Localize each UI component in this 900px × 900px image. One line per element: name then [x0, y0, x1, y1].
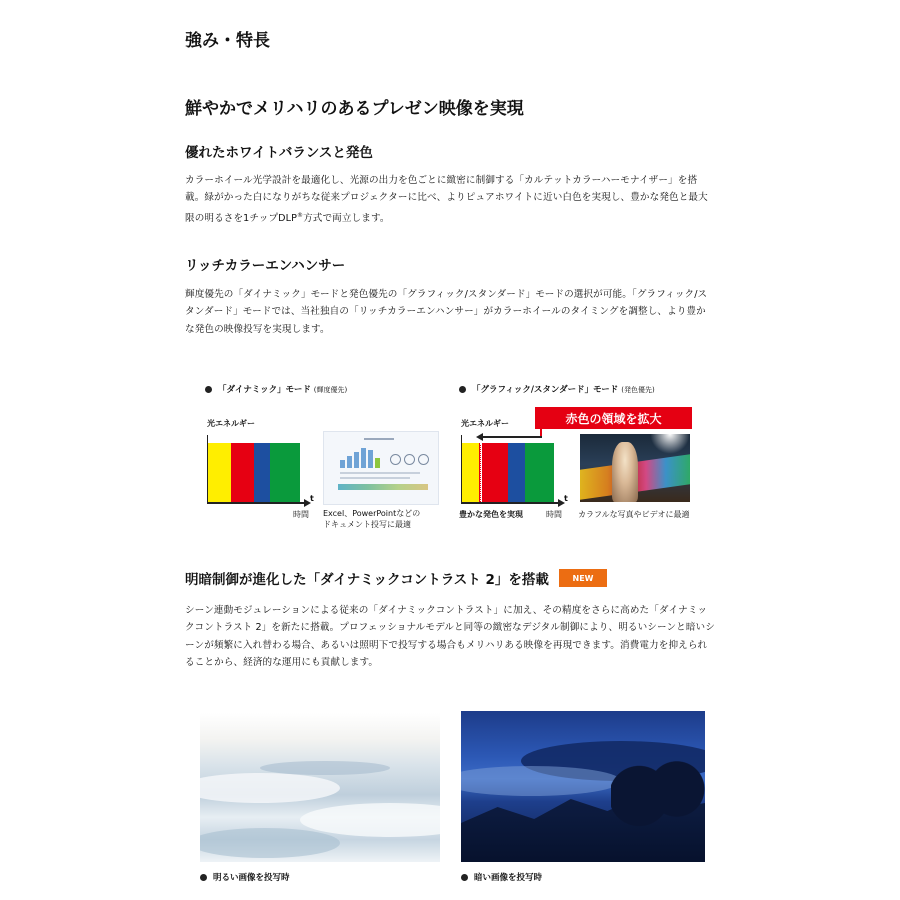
left-bars [208, 443, 300, 503]
left-bar-green [270, 443, 300, 503]
left-bar-red [231, 443, 254, 503]
dynamic-mode-note: (輝度優先) [313, 386, 348, 394]
left-time-label: 時間 [293, 510, 309, 519]
contrast-paragraph: シーン連動モジュレーションによる従来の「ダイナミックコントラスト」に加え、その精度をさらに高めた「ダイナミックコントラスト 2」を新たに搭載。プロフェッショナルモデルと同等の緻密なデジタル制御により、明るいシーンと暗いシーンが頻繁に入れ替わる場合、あるいは照明下で投写する場合もメリハリある映像を再現できます。消費電力を抑えられることから、経済的な運用にも貢献します。 [185, 605, 715, 668]
document-caption-line1: Excel、PowerPointなどの [323, 509, 421, 518]
contrast-heading: 明暗制御が進化した「ダイナミックコントラスト 2」を搭載 [185, 572, 549, 588]
right-energy-chart [461, 435, 561, 503]
dark-caption-text: 暗い画像を投写時 [474, 873, 543, 883]
left-bar-blue [254, 443, 270, 503]
bullet-icon [459, 386, 466, 393]
right-bar-green [525, 443, 554, 503]
white-balance-heading: 優れたホワイトバランスと発色 [185, 145, 373, 161]
right-y-axis [461, 435, 462, 503]
right-bar-red [479, 443, 508, 503]
right-bar-yellow [462, 443, 479, 503]
right-time-label: 時間 [546, 510, 562, 519]
left-y-axis [207, 435, 208, 503]
red-area-banner: 赤色の領域を拡大 [535, 407, 692, 429]
bullet-icon [205, 386, 212, 393]
section-title: 強み・特長 [185, 31, 270, 51]
bullet-icon [461, 874, 468, 881]
left-y-axis-label: 光エネルギー [207, 419, 255, 428]
main-heading: 鮮やかでメリハリのあるプレゼン映像を実現 [185, 99, 524, 119]
rich-color-result-label: 豊かな発色を実現 [459, 510, 523, 519]
rich-color-heading: リッチカラーエンハンサー [185, 258, 346, 274]
right-x-axis-label: t [564, 494, 568, 503]
bullet-icon [200, 874, 207, 881]
graphic-mode-label: 「グラフィック/スタンダード」モード [472, 385, 619, 395]
graphic-mode-caption [459, 383, 655, 395]
bright-image-caption [200, 871, 290, 883]
dynamic-mode-caption [205, 383, 347, 395]
bright-caption-text: 明るい画像を投写時 [213, 873, 290, 883]
white-balance-paragraph [185, 172, 715, 227]
right-x-axis [461, 502, 561, 504]
white-balance-text: カラーホイール光学設計を最適化し、光源の出力を色ごとに緻密に制御する「カルテットカラーハーモナイザー」を搭載。緑がかった白になりがちな従来プロジェクターに比べ、よりピュアホワイトに近い白色を実現し、豊かな発色と最大限の明るさを1チップDLP [185, 175, 708, 224]
document-screen-image [323, 431, 439, 505]
white-balance-text-end: 方式で両立します。 [303, 212, 390, 224]
graphic-mode-note: (発色優先) [621, 386, 655, 394]
colorful-photo-caption: カラフルな写真やビデオに最適 [578, 510, 690, 519]
right-bar-blue [508, 443, 525, 503]
colorful-photo-image [580, 434, 690, 502]
dark-image [461, 711, 705, 862]
right-y-axis-label: 光エネルギー [461, 419, 509, 428]
bright-image [200, 713, 440, 862]
dark-image-caption [461, 871, 542, 883]
right-bars [462, 443, 554, 503]
left-x-axis [207, 502, 307, 504]
left-bar-yellow [208, 443, 231, 503]
dynamic-mode-label: 「ダイナミック」モード [218, 385, 311, 395]
left-x-axis-label: t [310, 494, 314, 503]
left-energy-chart [207, 435, 307, 503]
document-caption-line2: ドキュメント投写に最適 [323, 520, 411, 529]
red-expansion-marker [480, 443, 481, 503]
registered-mark: ® [296, 211, 304, 219]
new-badge: NEW [559, 569, 607, 587]
rich-color-paragraph: 輝度優先の「ダイナミック」モードと発色優先の「グラフィック/スタンダード」モードの選択が可能。「グラフィック/スタンダード」モードでは、当社独自の「リッチカラーエンハンサー」がカラーホイールのタイミングを調整し、より豊かな発色の映像投写を実現します。 [185, 289, 708, 335]
